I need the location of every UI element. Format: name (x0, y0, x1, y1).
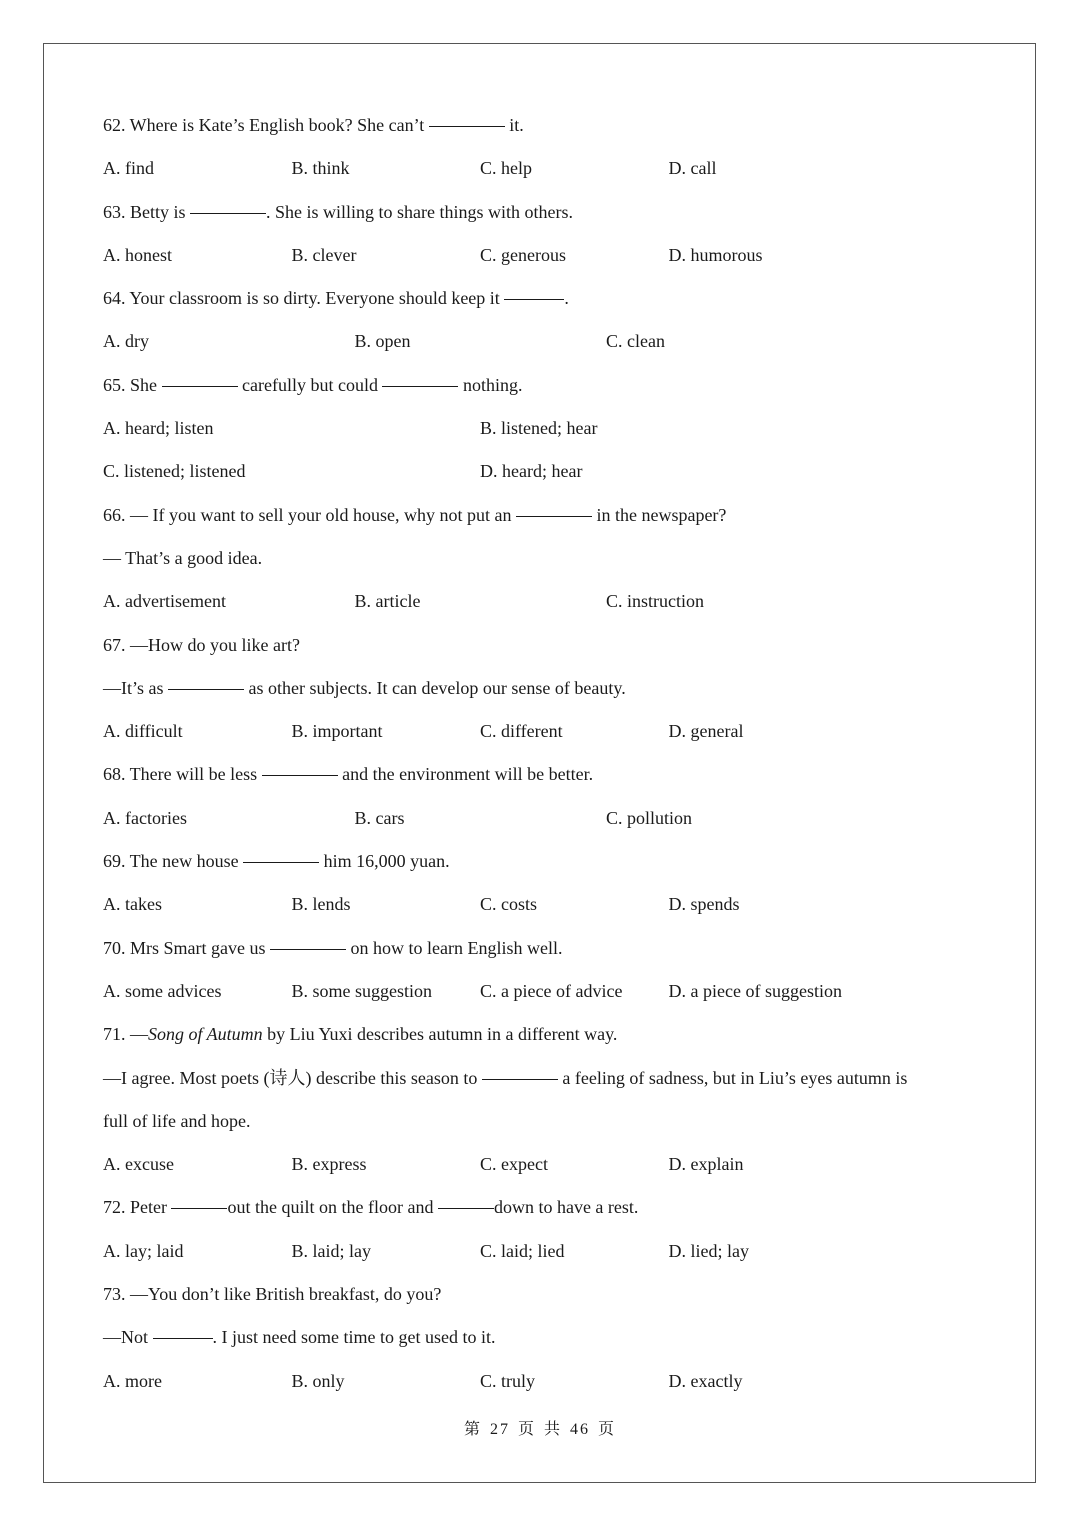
question-71-options (103, 1143, 983, 1186)
option-a[interactable]: A. excuse (103, 1154, 174, 1175)
question-63-options (103, 234, 983, 277)
poem-title: Song of Autumn (148, 1024, 263, 1045)
answer-blank (243, 862, 319, 863)
page-footer: 第 27 页 共 46 页 (463, 1421, 617, 1438)
question-72-stem: 72. Peter out the quilt on the floor and down to have a rest. (103, 1197, 639, 1218)
answer-blank (162, 386, 238, 387)
option-a[interactable]: A. some advices (103, 980, 222, 1001)
question-69-stem: 69. The new house him 16,000 yuan. (103, 851, 450, 872)
option-d[interactable]: D. lied; lay (668, 1240, 749, 1261)
option-c[interactable]: C. listened; listened (103, 461, 246, 482)
answer-blank (429, 126, 505, 127)
option-c[interactable]: C. a piece of advice (480, 980, 623, 1001)
option-a[interactable]: A. difficult (103, 721, 183, 742)
total-pages: 46 (570, 1421, 591, 1438)
question-64-options (103, 320, 983, 363)
option-a[interactable]: A. find (103, 158, 154, 179)
answer-blank (382, 386, 458, 387)
question-67-stem: 67. —How do you like art? (103, 634, 300, 655)
option-b[interactable]: B. open (354, 331, 411, 352)
option-b[interactable]: B. cars (354, 807, 405, 828)
answer-blank (270, 949, 346, 950)
question-73-options (103, 1360, 983, 1403)
option-a[interactable]: A. heard; listen (103, 418, 214, 439)
question-66-options (103, 580, 983, 623)
option-b[interactable]: B. important (291, 721, 383, 742)
question-62-options (103, 147, 983, 190)
page-number: 27 (489, 1421, 510, 1438)
option-c[interactable]: C. pollution (606, 807, 693, 828)
option-b[interactable]: B. only (291, 1370, 345, 1391)
option-d[interactable]: D. call (668, 158, 717, 179)
question-68-options (103, 797, 983, 840)
option-d[interactable]: D. humorous (668, 244, 763, 265)
question-70-stem: 70. Mrs Smart gave us on how to learn English well. (103, 937, 563, 958)
option-b[interactable]: B. lends (291, 894, 351, 915)
option-c[interactable]: C. laid; lied (480, 1240, 565, 1261)
option-a[interactable]: A. advertisement (103, 591, 226, 612)
question-67-reply: —It’s as as other subjects. It can develop our sense of beauty. (103, 677, 626, 698)
question-71-stem: 71. —Song of Autumn by Liu Yuxi describes autumn in a different way. (103, 1024, 618, 1045)
option-b[interactable]: B. some suggestion (291, 980, 433, 1001)
option-c[interactable]: C. help (480, 158, 532, 179)
question-73-reply: —Not . I just need some time to get used to it. (103, 1327, 496, 1348)
option-a[interactable]: A. takes (103, 894, 162, 915)
option-c[interactable]: C. instruction (606, 591, 704, 612)
option-d[interactable]: D. spends (668, 894, 740, 915)
option-a[interactable]: A. more (103, 1370, 162, 1391)
option-a[interactable]: A. factories (103, 807, 187, 828)
answer-blank (262, 775, 338, 776)
option-c[interactable]: C. generous (480, 244, 566, 265)
question-64-stem: 64. Your classroom is so dirty. Everyone should keep it . (103, 288, 569, 309)
question-66-stem: 66. — If you want to sell your old house, why not put an in the newspaper? (103, 504, 727, 525)
answer-blank (171, 1208, 227, 1209)
option-b[interactable]: B. think (291, 158, 350, 179)
option-c[interactable]: C. clean (606, 331, 665, 352)
answer-blank (438, 1208, 494, 1209)
answer-blank (153, 1338, 213, 1339)
question-65-options-row1 (103, 407, 983, 450)
question-69-options (103, 883, 983, 926)
question-71-reply-cont: full of life and hope. (103, 1110, 251, 1131)
question-66-reply: — That’s a good idea. (103, 547, 263, 568)
answer-blank (516, 516, 592, 517)
option-b[interactable]: B. article (354, 591, 421, 612)
option-b[interactable]: B. clever (291, 244, 357, 265)
option-c[interactable]: C. different (480, 721, 563, 742)
question-68-stem: 68. There will be less and the environment will be better. (103, 764, 594, 785)
option-d[interactable]: D. heard; hear (480, 461, 583, 482)
question-list (103, 104, 983, 1403)
question-72-options (103, 1230, 983, 1273)
option-b[interactable]: B. express (291, 1154, 367, 1175)
answer-blank (168, 689, 244, 690)
question-62-stem: 62. Where is Kate’s English book? She can’t it. (103, 115, 524, 135)
option-c[interactable]: C. truly (480, 1370, 536, 1391)
option-b[interactable]: B. laid; lay (291, 1240, 371, 1261)
option-d[interactable]: D. a piece of suggestion (668, 980, 842, 1001)
option-c[interactable]: C. expect (480, 1154, 548, 1175)
question-65-stem: 65. She carefully but could nothing. (103, 374, 523, 395)
question-67-options (103, 710, 983, 753)
option-d[interactable]: D. general (668, 721, 744, 742)
option-a[interactable]: A. dry (103, 331, 149, 352)
option-b[interactable]: B. listened; hear (480, 418, 598, 439)
question-71-reply: —I agree. Most poets (诗人) describe this season to a feeling of sadness, but in Liu’s eyes autumn is (103, 1067, 908, 1088)
answer-blank (482, 1079, 558, 1080)
question-73-stem: 73. —You don’t like British breakfast, do you? (103, 1284, 442, 1305)
answer-blank (504, 299, 564, 300)
option-d[interactable]: D. explain (668, 1154, 744, 1175)
question-70-options (103, 970, 983, 1013)
option-a[interactable]: A. lay; laid (103, 1240, 184, 1261)
answer-blank (190, 213, 266, 214)
option-d[interactable]: D. exactly (668, 1370, 743, 1391)
option-a[interactable]: A. honest (103, 244, 172, 265)
option-c[interactable]: C. costs (480, 894, 538, 915)
question-63-stem: 63. Betty is . She is willing to share things with others. (103, 201, 573, 222)
question-65-options-row2 (103, 450, 983, 493)
